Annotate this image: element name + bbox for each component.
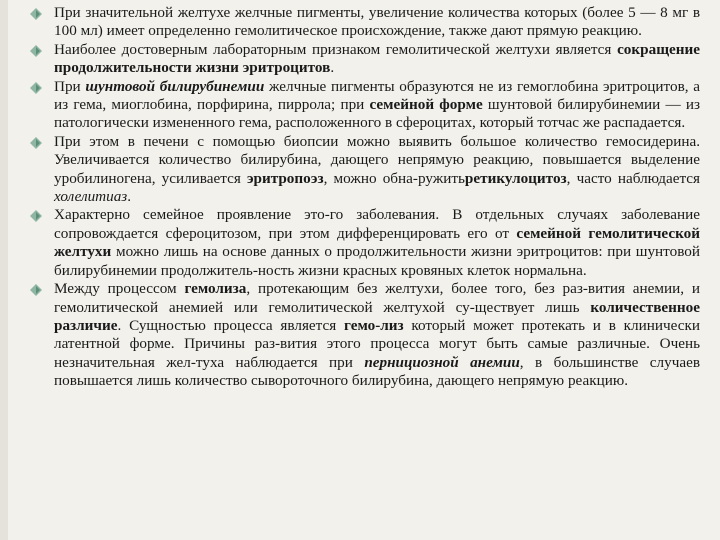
bullet-list	[30, 4, 700, 391]
diamond-bullet-icon	[30, 82, 42, 94]
paragraph-text: Характерно семейное проявление это-го заболевания. В отдельных случаях заболевание сопровождается сфероцитозом, при этом дифференцировать его от	[54, 206, 700, 242]
paragraph-text: При значительной желтухе желчные пигменты, увеличение количества которых (более 5 — 8 мг в 100 мл) имеет определенно гемолитическое происхождение, также дают прямую реакцию.	[54, 4, 700, 40]
list-item	[30, 4, 700, 41]
paragraph-text: , можно обна-ружить	[323, 169, 465, 187]
paragraph-text: .	[127, 188, 132, 206]
paragraph-text: , в большинстве случаев повышается лишь количество сывороточного билирубина, дающего непрямую реакцию.	[54, 353, 700, 390]
bold-italic-term: шунтовой билирубинемии	[85, 77, 265, 95]
diamond-bullet-icon	[30, 210, 42, 222]
bold-term: ретикулоцитоз	[464, 169, 567, 187]
bold-term: гемо-лиз	[344, 316, 404, 334]
bold-italic-term: пернициозной анемии	[364, 353, 520, 371]
bold-term: семейной гемолитической желтухи	[54, 224, 700, 261]
paragraph-text: Между процессом	[54, 280, 185, 298]
paragraph-text: При этом в печени с помощью биопсии можно выявить большое количество гемосидерина. Увеличивается количество билирубина, дающего непрямую реакцию, повышается выделение уробилиногена, усиливается	[54, 132, 700, 187]
list-item	[30, 206, 700, 280]
bold-term: семейной форме	[369, 96, 483, 114]
paragraph-text: желчные пигменты образуются не из гемоглобина эритроцитов, а из гема, миоглобина, порфирина, пиррола; при	[54, 77, 700, 114]
paragraph-text: можно лишь на основе данных о продолжительности жизни эритроцитов: при шунтовой билирубинемии продолжитель-ность жизни красных кровяных клеток нормальна.	[54, 243, 700, 279]
bold-term: количественное различие	[54, 298, 700, 334]
bold-term: сокращение продолжительности жизни эритроцитов	[54, 40, 700, 77]
diamond-bullet-icon	[30, 137, 42, 149]
paragraph-text: , протекающим без желтухи, более того, без раз-вития анемии, и гемолитической анемией или гемолитической желтухой су-ществует лишь	[54, 280, 700, 316]
list-item	[30, 280, 700, 390]
diamond-bullet-icon	[30, 284, 42, 296]
list-item	[30, 78, 700, 133]
paragraph-text: Наиболее достоверным лабораторным признаком гемолитической желтухи является	[54, 40, 618, 58]
bold-term: эритропоэз	[246, 169, 324, 187]
list-item	[30, 41, 700, 78]
side-stripe	[0, 0, 8, 540]
paragraph-text: . Сущностью процесса является	[117, 316, 345, 334]
diamond-bullet-icon	[30, 45, 42, 57]
diamond-bullet-icon	[30, 8, 42, 20]
paragraph-text: , часто наблюдается	[566, 169, 700, 187]
paragraph-text: При	[54, 77, 86, 95]
paragraph-text: .	[330, 59, 335, 77]
list-item	[30, 133, 700, 207]
paragraph-text: шунтовой билирубинемии — из патологически измененного гема, расположенного в сфероцитах, который тотчас же распадается.	[54, 96, 700, 132]
italic-term: холелитиаз	[54, 188, 128, 206]
bold-term: гемолиза	[184, 280, 247, 298]
paragraph-text: который может протекать и в клинически латентной форме. Причины раз-вития этого процесса могут быть самые различные. Очень незначительная жел-туха наблюдается при	[54, 316, 701, 371]
